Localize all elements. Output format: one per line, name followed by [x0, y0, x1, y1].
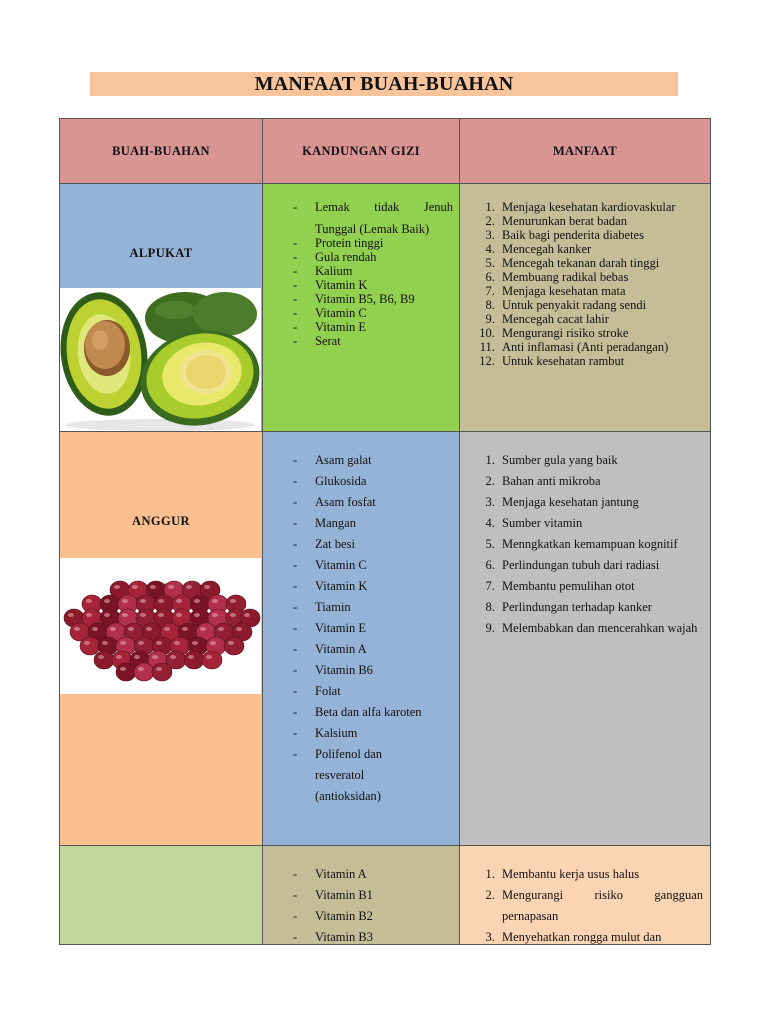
benefit-cell-grape	[460, 432, 711, 846]
nutrition-item: - Kalsium	[293, 723, 453, 744]
fruit-cell-avocado	[60, 184, 263, 432]
page-title: MANFAAT BUAH-BUAHAN	[90, 72, 678, 96]
nutrition-item: - Gula rendah	[293, 250, 453, 264]
nutrition-item: - Protein tinggi	[293, 236, 453, 250]
benefit-item: 3. Menyehatkan rongga mulut dan	[498, 927, 703, 944]
benefit-cell-avocado	[460, 184, 711, 432]
nutrition-item: - Lemak tidak Jenuh Tunggal (Lemak Baik)	[293, 196, 453, 240]
nutrition-item: - Beta dan alfa karoten	[293, 702, 453, 723]
nutrition-item: - Vitamin K	[293, 278, 453, 292]
benefit-item: 7. Membantu pemulihan otot	[498, 576, 703, 597]
benefit-item: 8. Untuk penyakit radang sendi	[498, 298, 703, 312]
benefit-item: 7. Menjaga kesehatan mata	[498, 284, 703, 298]
benefit-item: 3. Menjaga kesehatan jantung	[498, 492, 703, 513]
benefit-item: 9. Melembabkan dan mencerahkan wajah	[498, 618, 703, 639]
nutrition-item: - Vitamin B2	[293, 906, 453, 927]
nutrition-item: - Polifenol dan resveratol (antioksidan)	[293, 744, 453, 807]
benefit-item: 2. Menurunkan berat badan	[498, 214, 703, 228]
nutrition-item: - Asam fosfat	[293, 492, 453, 513]
nutrition-item: - Vitamin B6	[293, 660, 453, 681]
benefit-cell-third	[460, 846, 711, 945]
benefit-item: 2. Bahan anti mikroba	[498, 471, 703, 492]
nutrition-item: - Serat	[293, 334, 453, 348]
nutrition-item: - Vitamin C	[293, 306, 453, 320]
header-nutrition: KANDUNGAN GIZI	[263, 119, 460, 184]
benefit-item: 1. Sumber gula yang baik	[498, 450, 703, 471]
benefit-item: 6. Perlindungan tubuh dari radiasi	[498, 555, 703, 576]
header-fruit: BUAH-BUAHAN	[60, 119, 263, 184]
benefit-item: 9. Mencegah cacat lahir	[498, 312, 703, 326]
nutrition-item: - Vitamin B5, B6, B9	[293, 292, 453, 306]
grape-photo	[60, 558, 261, 694]
fruit-benefits-table	[59, 118, 711, 945]
nutrition-item: - Vitamin B1	[293, 885, 453, 906]
benefit-item: 4. Mencegah kanker	[498, 242, 703, 256]
table-row-avocado	[60, 184, 711, 432]
fruit-name-avocado: ALPUKAT	[129, 246, 193, 260]
nutrition-item: - Mangan	[293, 513, 453, 534]
benefit-item: 6. Membuang radikal bebas	[498, 270, 703, 284]
fruit-name-grape: ANGGUR	[132, 514, 190, 528]
benefit-item: 3. Baik bagi penderita diabetes	[498, 228, 703, 242]
nutrition-item: - Folat	[293, 681, 453, 702]
avocado-photo	[60, 288, 261, 431]
nutrition-item: - Vitamin B3	[293, 927, 453, 944]
nutrition-item: - Vitamin C	[293, 555, 453, 576]
nutrition-item: - Asam galat	[293, 450, 453, 471]
nutrition-cell-grape	[263, 432, 460, 846]
table-row-third	[60, 846, 711, 945]
nutrition-item: - Vitamin A	[293, 639, 453, 660]
nutrition-item: - Vitamin E	[293, 320, 453, 334]
fruit-cell-grape	[60, 432, 263, 846]
table-header-row	[60, 119, 711, 184]
benefit-item: 2. Mengurangi risiko gangguan pernapasan	[498, 885, 703, 927]
header-benefit: MANFAAT	[460, 119, 711, 184]
benefit-item: 4. Sumber vitamin	[498, 513, 703, 534]
nutrition-item: - Vitamin E	[293, 618, 453, 639]
benefit-item: 8. Perlindungan terhadap kanker	[498, 597, 703, 618]
table-row-grape	[60, 432, 711, 846]
nutrition-item: - Glukosida	[293, 471, 453, 492]
nutrition-item: - Vitamin A	[293, 864, 453, 885]
fruit-cell-third	[60, 846, 263, 945]
benefit-item: 10. Mengurangi risiko stroke	[498, 326, 703, 340]
benefit-item: 11. Anti inflamasi (Anti peradangan)	[498, 340, 703, 354]
nutrition-cell-third	[263, 846, 460, 945]
nutrition-item: - Kalium	[293, 264, 453, 278]
benefit-item: 1. Membantu kerja usus halus	[498, 864, 703, 885]
benefit-item: 5. Mencegah tekanan darah tinggi	[498, 256, 703, 270]
nutrition-cell-avocado	[263, 184, 460, 432]
benefit-item: 5. Menngkatkan kemampuan kognitif	[498, 534, 703, 555]
benefit-item: 1. Menjaga kesehatan kardiovaskular	[498, 196, 703, 218]
nutrition-item: - Tiamin	[293, 597, 453, 618]
benefit-item: 12. Untuk kesehatan rambut	[498, 354, 703, 368]
nutrition-item: - Vitamin K	[293, 576, 453, 597]
nutrition-item: - Zat besi	[293, 534, 453, 555]
